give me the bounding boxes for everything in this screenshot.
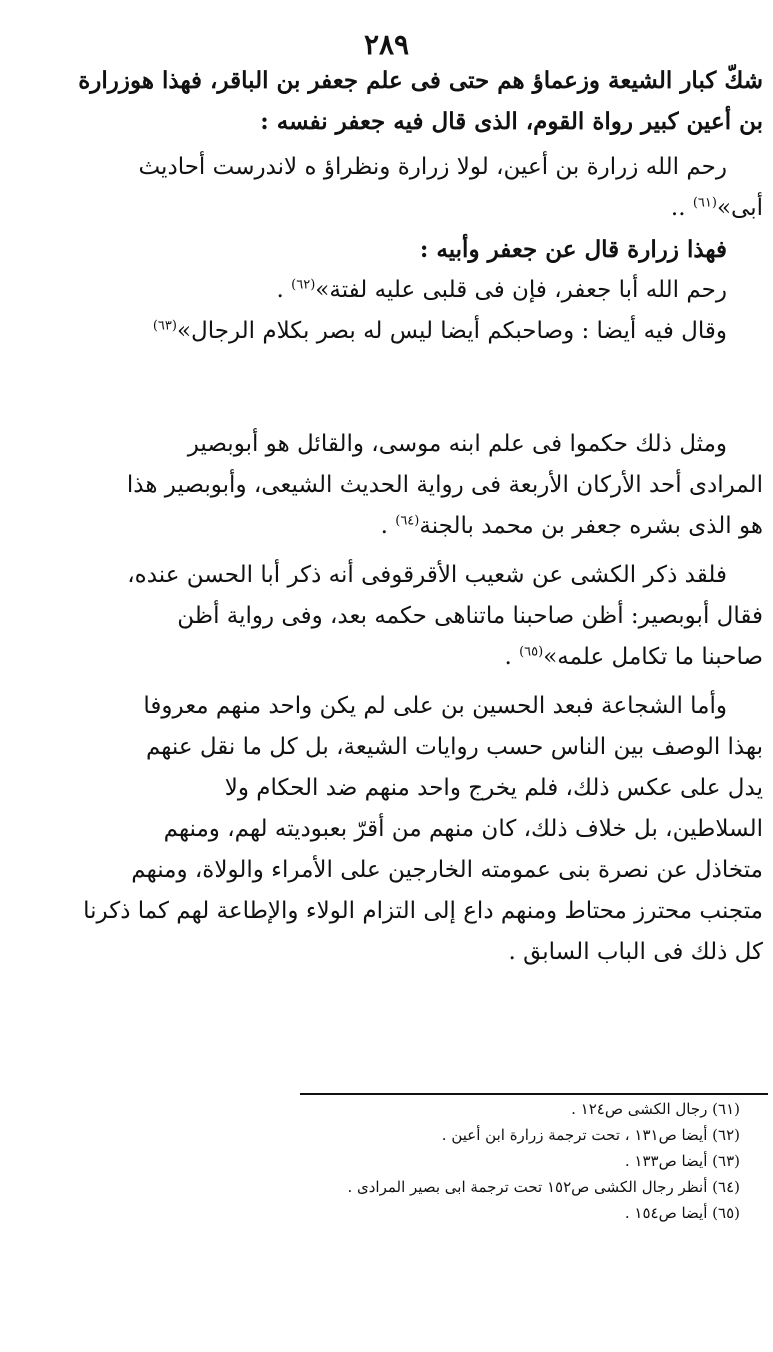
quote-2-end: . <box>276 277 292 303</box>
paragraph-4-end: . <box>504 644 520 670</box>
paragraph-4-line-2: فقال أبوبصير: أظن صاحبنا ماتناهى حكمه بعد، وفى رواية أظن <box>177 603 763 629</box>
paragraph-3-line-1: ومثل ذلك حكموا فى علم ابنه موسى، والقائل هو أبوبصير <box>187 431 727 457</box>
footnote-65: (٦٥) أيضا ص١٥٤ . <box>624 1204 740 1222</box>
paragraph-1-line-1: شكّ كبار الشيعة وزعماؤ هم حتى فى علم جعفر بن الباقر، فهذا هوزرارة <box>78 67 763 94</box>
footnote-63: (٦٣) أيضا ص١٣٣ . <box>624 1152 740 1170</box>
paragraph-3-line-2: المرادى أحد الأركان الأربعة فى رواية الحديث الشيعى، وأبوبصير هذا <box>126 472 763 498</box>
paragraph-4-text: صاحبنا ما تكامل علمه» <box>543 644 763 670</box>
paragraph-3-line-3 <box>55 506 763 547</box>
paragraph-5-line-2: بهذا الوصف بين الناس حسب روايات الشيعة، بل كل ما نقل عنهم <box>145 734 763 760</box>
footnote-ref-63: (٦٣) <box>152 318 177 334</box>
quote-3 <box>55 311 763 352</box>
paragraph-3-text: هو الذى بشره جعفر بن محمد بالجنة <box>419 513 763 539</box>
footnote-ref-61: (٦١) <box>692 195 717 211</box>
paragraph-4-line-3 <box>55 637 763 678</box>
paragraph-1-line-2: بن أعين كبير رواة القوم، الذى قال فيه جعفر نفسه : <box>260 108 763 135</box>
paragraph-5-line-7: كل ذلك فى الباب السابق . <box>508 939 763 965</box>
main-text <box>55 60 763 973</box>
quote-1-text: أبى» <box>716 195 763 221</box>
paragraph-5-line-5: متخاذل عن نصرة بنى عمومته الخارجين على الأمراء والولاة، ومنهم <box>131 857 763 883</box>
footnote-ref-62: (٦٢) <box>291 277 316 293</box>
footnote-ref-65: (٦٥) <box>519 644 544 660</box>
quote-1-line-1: رحم الله زرارة بن أعين، لولا زرارة ونظراؤ ه لاندرست أحاديث <box>138 154 727 180</box>
paragraph-4-line-1: فلقد ذكر الكشى عن شعيب الأقرقوفى أنه ذكر أبا الحسن عنده، <box>127 562 727 588</box>
quote-3-text: وقال فيه أيضا : وصاحبكم أيضا ليس له بصر بكلام الرجال» <box>176 318 727 344</box>
footnote-64: (٦٤) أنظر رجال الكشى ص١٥٢ تحت ترجمة ابى بصير المرادى . <box>347 1178 740 1196</box>
quote-2-text: رحم الله أبا جعفر، فإن فى قلبى عليه لفتة» <box>315 277 727 303</box>
paragraph-5-line-1: وأما الشجاعة فبعد الحسين بن على لم يكن واحد منهم معروفا <box>143 693 727 719</box>
footnote-62: (٦٢) أيضا ص١٣١ ، تحت ترجمة زرارة ابن أعين . <box>441 1126 740 1144</box>
footnotes <box>200 1096 740 1226</box>
footnote-61: (٦١) رجال الكشى ص١٢٤ . <box>571 1100 740 1118</box>
paragraph-3-end: . <box>380 513 396 539</box>
quote-1-line-2 <box>55 188 763 229</box>
page-number: ٢٨٩ <box>363 28 410 61</box>
paragraph-5-line-6: متجنب محترز محتاط ومنهم داع إلى التزام الولاء والإطاعة لهم كما ذكرنا <box>83 898 763 924</box>
paragraph-5-line-3: يدل على عكس ذلك، فلم يخرج واحد منهم ضد الحكام ولا <box>224 775 763 801</box>
quote-1-end: .. <box>670 195 693 221</box>
paragraph-5-line-4: السلاطين، بل خلاف ذلك، كان منهم من أقرّ بعبوديته لهم، ومنهم <box>163 816 763 842</box>
quote-2 <box>55 270 763 311</box>
footnote-ref-64: (٦٤) <box>395 513 420 529</box>
paragraph-2: فهذا زرارة قال عن جعفر وأبيه : <box>419 236 727 263</box>
footnote-divider <box>300 1093 768 1095</box>
